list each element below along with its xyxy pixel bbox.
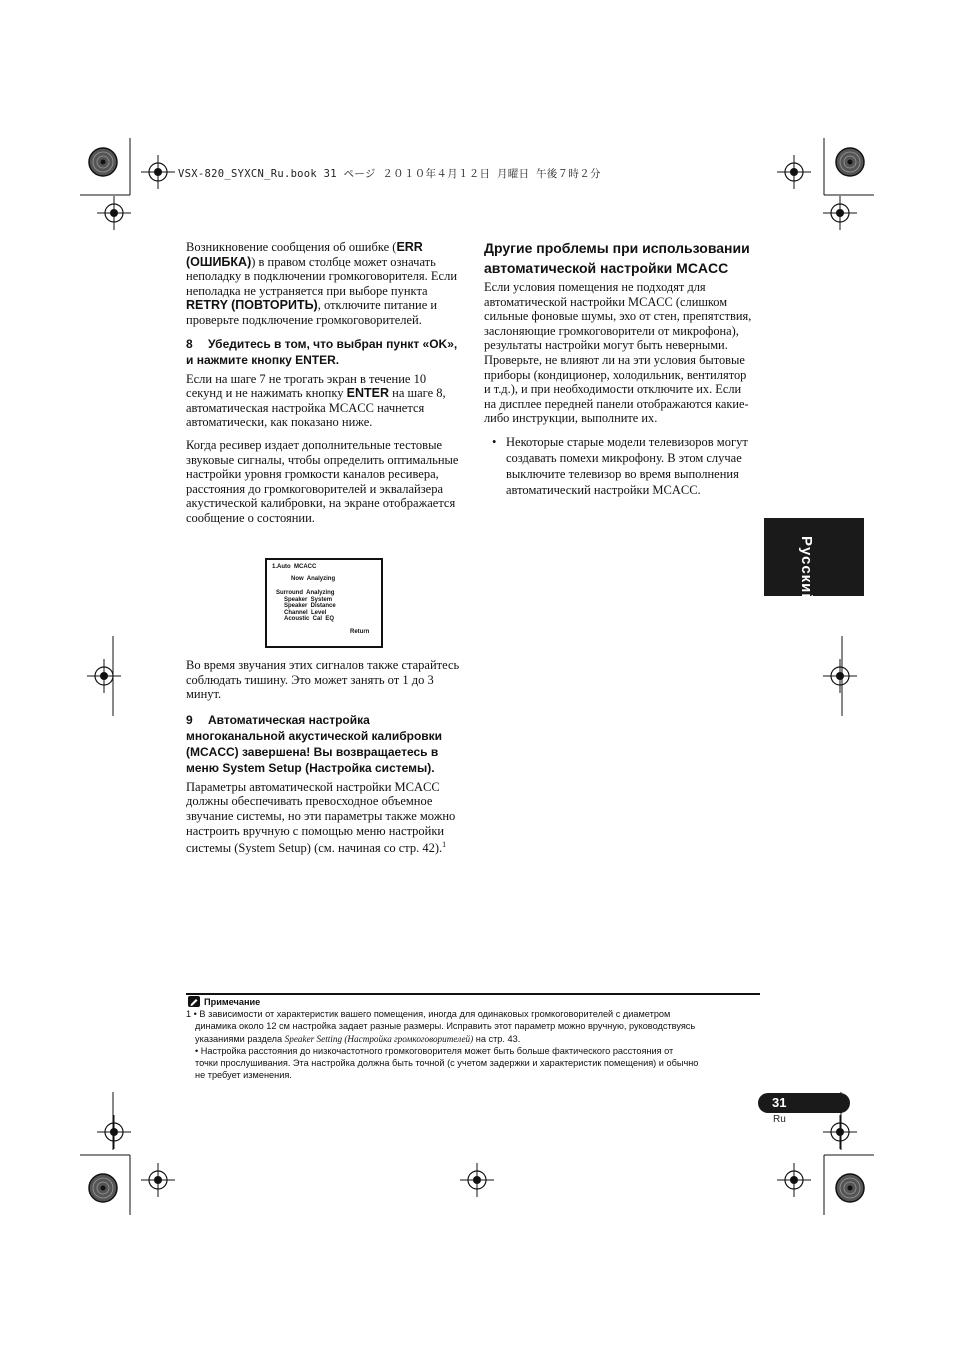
screen-speaker-distance: Speaker Distance bbox=[284, 603, 336, 609]
test-tones-paragraph: Когда ресивер издает дополнительные тестовые звуковые сигналы, чтобы определить оптимальные настройки уровня громкости каналов ресивера, расстояния до громкоговорителей и эквалайзера акустической калибровки, на экране отображается сообщение о состоянии. bbox=[186, 437, 459, 525]
file-header: VSX-820_SYXCN_Ru.book 31 ページ ２０１０年４月１２日 月曜日 午後７時２分 bbox=[178, 168, 601, 180]
silence-paragraph: Во время звучания этих сигналов также старайтесь соблюдать тишину. Это может занять от 1 до 3 минут. bbox=[186, 658, 460, 702]
note-block bbox=[186, 996, 766, 1081]
screen-acoustic-cal: Acoustic Cal EQ bbox=[284, 616, 335, 622]
bullet-list bbox=[484, 434, 756, 498]
error-paragraph: Возникновение сообщения об ошибке (ERR (ОШИБКА)) в правом столбце может означать неполадку в подключении громкоговорителя. Если неполадка не устраняется при выборе пункта RETRY (ПОВТОРИТЬ), отключите питание и проверьте подключение громкоговорителей. bbox=[186, 240, 458, 327]
section-heading: Другие проблемы при использовании автоматической настройки MCACC bbox=[484, 240, 750, 276]
note-line: 1 • В зависимости от характеристик вашего помещения, иногда для одинаковых громкоговорителей с диаметром bbox=[186, 1009, 671, 1020]
language-tab bbox=[764, 518, 864, 604]
list-item: • Некоторые старые модели телевизоров могут создавать помехи микрофону. В этом случае выключите телевизор во время выполнения автоматический настройки MCACC. bbox=[484, 434, 756, 498]
right-column bbox=[484, 238, 756, 498]
page-number: 31 bbox=[772, 1095, 787, 1110]
step-9-heading: 9 Автоматическая настройка многоканальной акустической калибровки (MCACC) завершена! Вы возвращаетесь в меню System Setup (Настройка системы). bbox=[186, 712, 443, 775]
screen-speaker-system: Speaker System bbox=[284, 597, 333, 603]
note-line: точки прослушивания. Эта настройка должна быть точной (с учетом задержки и характеристик помещения) и обычно bbox=[195, 1058, 699, 1069]
screen-return: Return bbox=[350, 629, 370, 635]
note-pencil-icon bbox=[188, 996, 200, 1007]
step-8-paragraph: Если на шаге 7 не трогать экран в течение 10 секунд и не нажимать кнопку ENTER на шаге 8, автоматическая настройка MCACC начнется автоматически, как показано ниже. bbox=[186, 371, 446, 430]
step-9-paragraph: Параметры автоматической настройки MCACC должны обеспечивать превосходное объемное звучание системы, но эти параметры также можно настроить вручную с помощью меню настройки системы (System Setup) (см. начиная со стр. 42).$^1$ bbox=[186, 779, 456, 856]
mcacc-screen-illustration bbox=[265, 558, 383, 648]
screen-title: 1.Auto MCACC bbox=[272, 564, 317, 570]
screen-channel-level: Channel Level bbox=[284, 610, 327, 616]
note-line: • Настройка расстояния до низкочастотного громкоговорителя может быть больше фактического расстояния от bbox=[195, 1045, 674, 1056]
language-tab-label: Русский bbox=[798, 536, 815, 604]
note-line: указаниями раздела Speaker Setting (Настройка громкоговорителей) на стр. 43. bbox=[195, 1033, 521, 1044]
left-column bbox=[186, 240, 462, 534]
conditions-paragraph: Если условия помещения не подходят для автоматической настройки MCACC (слишком сильные фоновые шумы, эхо от стен, препятствия, заслоняющие громкоговорители от микрофона), результаты настройки могут быть неверными. Проверьте, не влияют ли на эти условия бытовые приборы (кондиционер, холодильник, вентилятор и т.д.), и при необходимости отключите их. Если на дисплее передней панели отображаются какие-либо инструкции, выполните их. bbox=[484, 280, 752, 426]
page-language-code: Ru bbox=[773, 1114, 786, 1125]
note-line: не требует изменения. bbox=[195, 1070, 292, 1081]
note-title: Примечание bbox=[204, 997, 261, 1007]
screen-surround: Surround Analyzing bbox=[276, 590, 335, 596]
step-8-heading: 8 Убедитесь в том, что выбран пункт «OK», и нажмите кнопку ENTER. bbox=[186, 336, 458, 367]
screen-now-analyzing: Now Analyzing bbox=[291, 576, 336, 582]
page-number-badge bbox=[758, 1093, 850, 1113]
note-line: динамика около 12 см настройка задает разные размеры. Исправить этот параметр можно вручную, руководствуясь bbox=[195, 1021, 696, 1032]
note-divider bbox=[186, 993, 760, 995]
left-column-lower bbox=[186, 658, 462, 864]
